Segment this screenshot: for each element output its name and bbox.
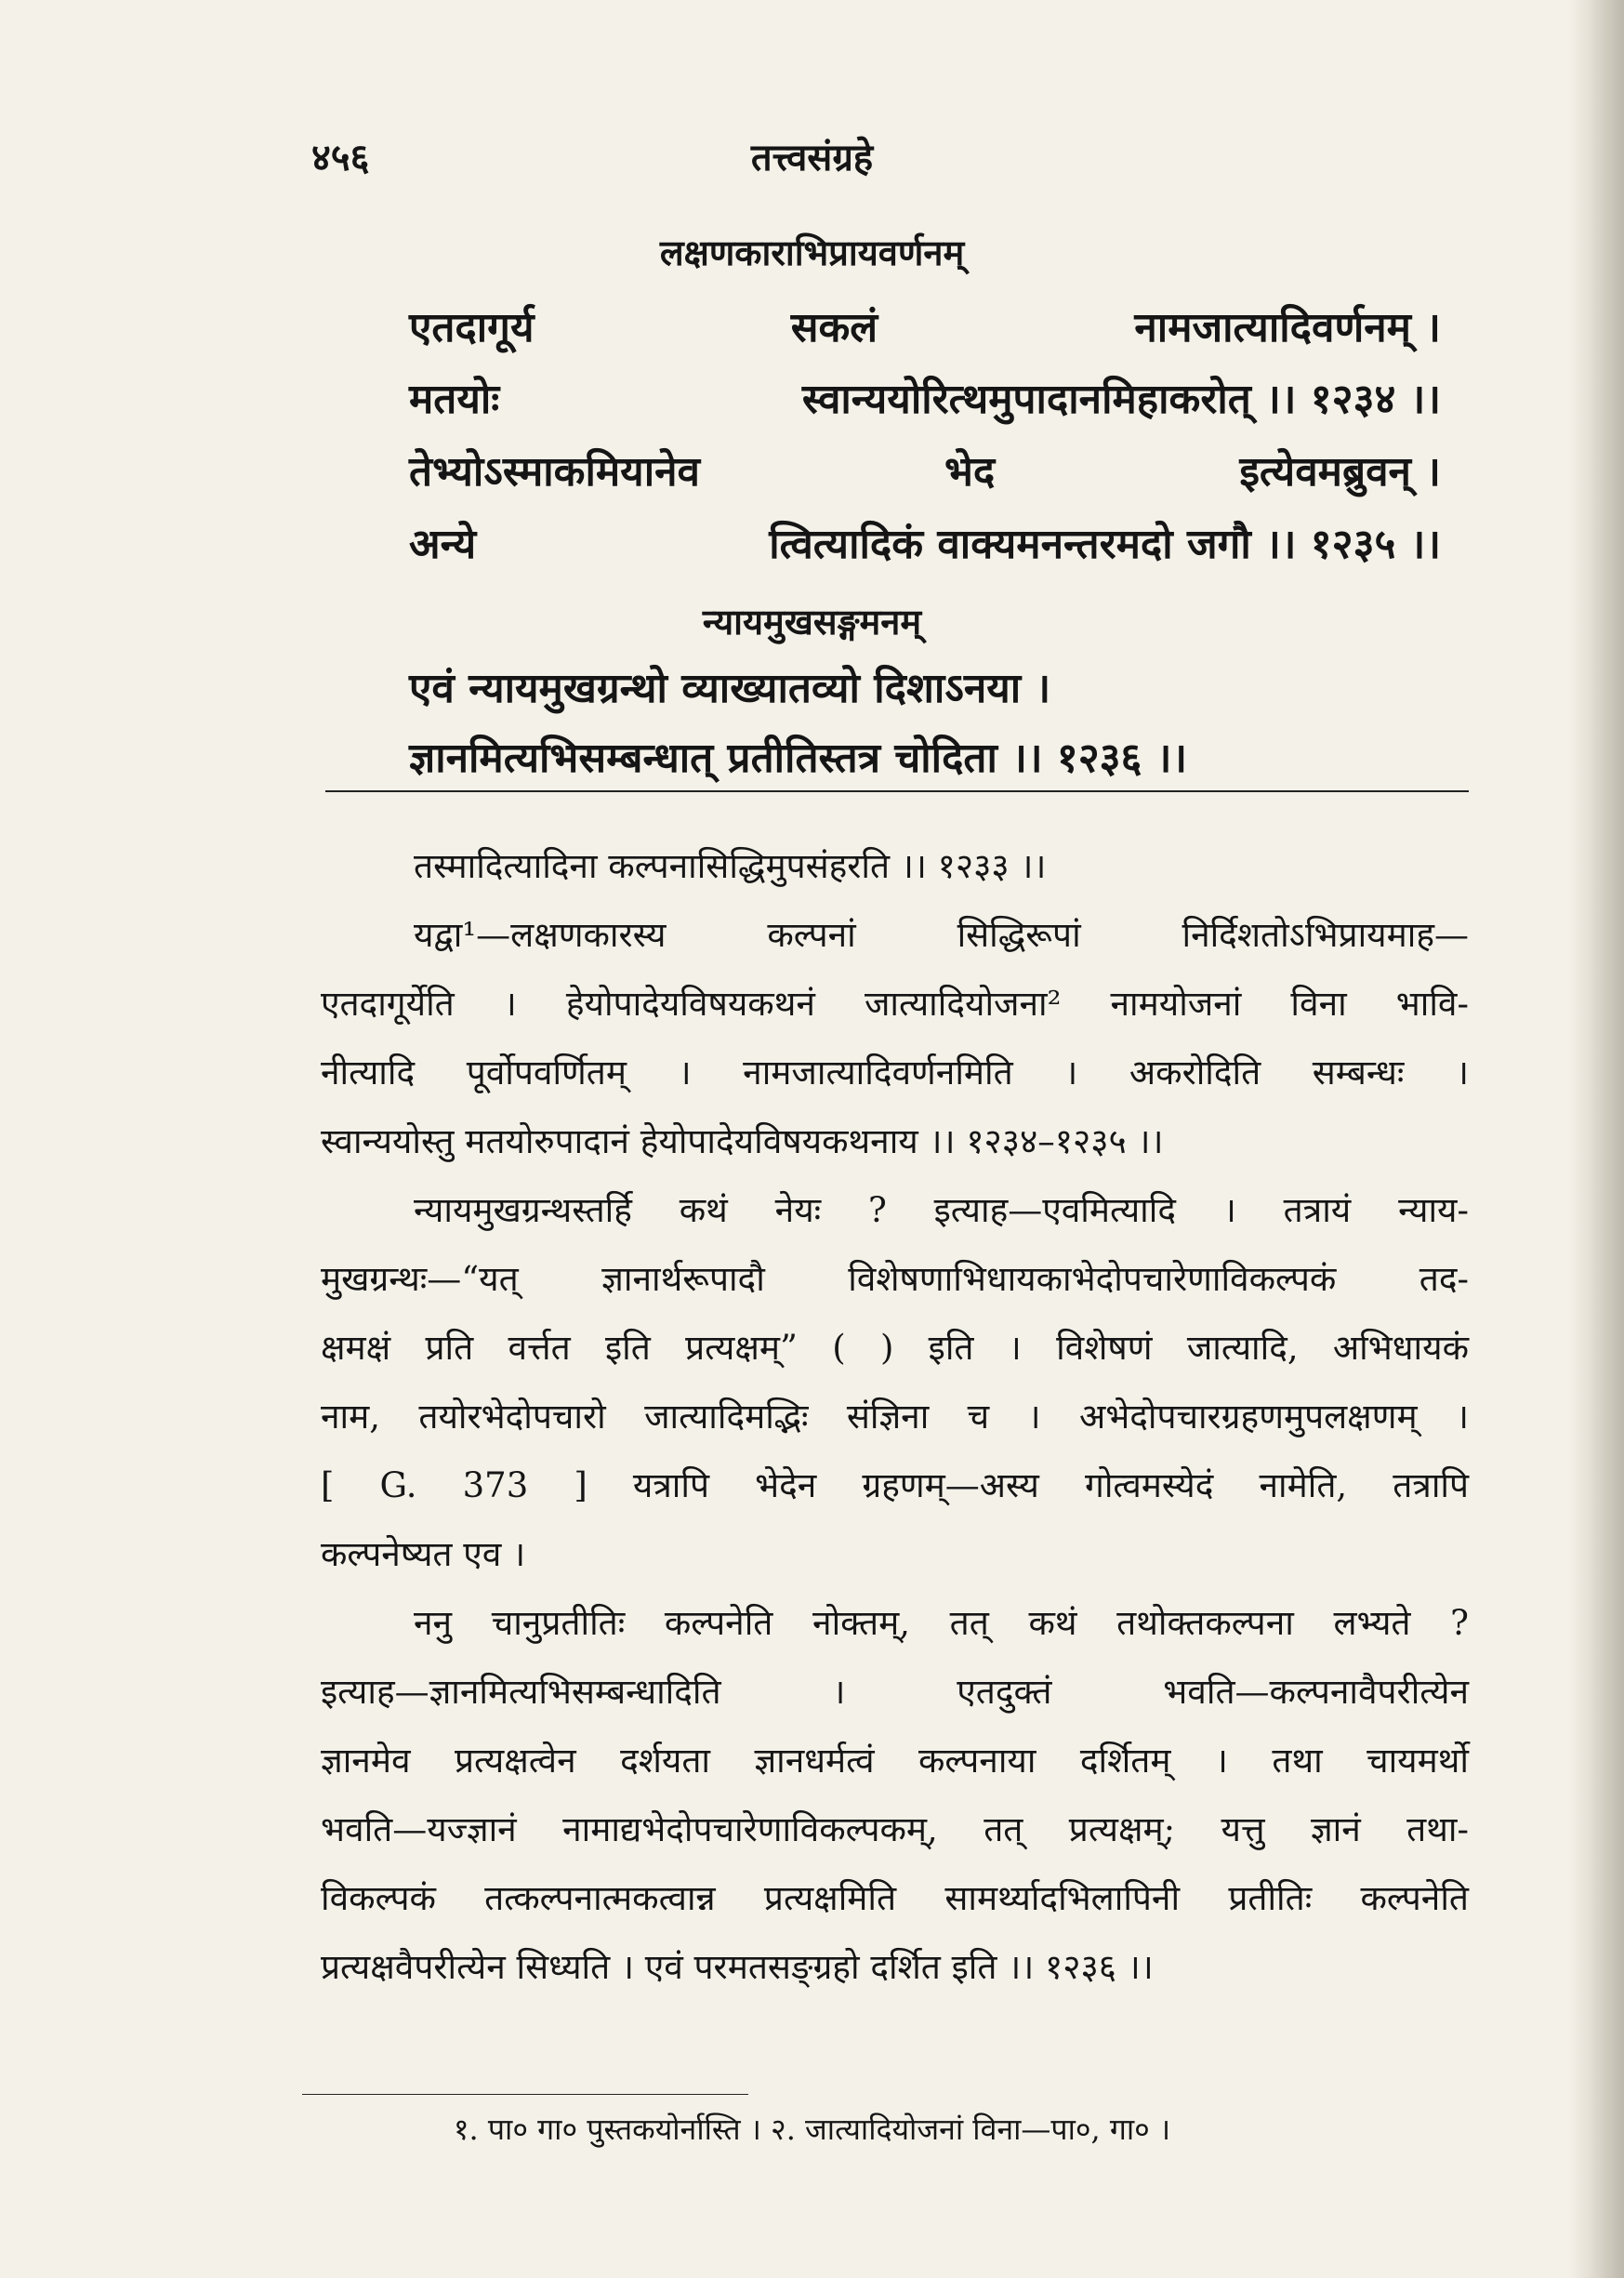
verse-word: तेभ्योऽस्माकमियानेव [409, 448, 700, 496]
page-number: ४५६ [311, 136, 370, 179]
commentary-line: भवति—यज्ज्ञानं नामाद्यभेदोपचारेणाविकल्पकम्, तत् प्रत्यक्षम्; यत्तु ज्ञानं तथा- [321, 1809, 1469, 1849]
commentary-line: मुखग्रन्थः—“यत् ज्ञानार्थरूपादौ विशेषणाभिधायकाभेदोपचारेणाविकल्पकं तद- [321, 1259, 1469, 1299]
verse-word: स्वान्ययोरित्थमुपादानमिहाकरोत् ।। १२३४ ।। [801, 376, 1441, 423]
verse-line [409, 442, 1441, 497]
verse-line [409, 298, 1441, 353]
footnote-divider [302, 2094, 748, 2095]
commentary-line: प्रत्यक्षवैपरीत्येन सिध्यति । एवं परमतसङ्ग्रहो दर्शित इति ।। १२३६ ।। [321, 1947, 1154, 1987]
page-header [0, 130, 1624, 186]
section-heading-lakshanakara: लक्षणकाराभिप्रायवर्णनम् [659, 232, 965, 273]
verse-word: त्वित्यादिकं वाक्यमनन्तरमदो जगौ ।। १२३५ ।। [769, 521, 1441, 568]
verse-word: मतयोः [409, 376, 500, 423]
verse-word: एतदागूर्य [409, 304, 535, 351]
verse-word: इत्येवमब्रुवन् । [1239, 448, 1441, 496]
commentary-line: ज्ञानमेव प्रत्यक्षत्वेन दर्शयता ज्ञानधर्मत्वं कल्पनाया दर्शितम् । तथा चायमर्थो [321, 1741, 1469, 1781]
verse-word: भेद [944, 448, 996, 496]
verse-line [409, 658, 1441, 714]
commentary-line: यद्वा¹—लक्षणकारस्य कल्पनां सिद्धिरूपां निर्दिशतोऽभिप्रायमाह— [414, 915, 1469, 955]
commentary-line: न्यायमुखग्रन्थस्तर्हि कथं नेयः ? इत्याह—एवमित्यादि । तत्रायं न्याय- [414, 1190, 1469, 1230]
verse-word: सकलं [790, 304, 878, 351]
commentary-line: विकल्पकं तत्कल्पनात्मकत्वान्न प्रत्यक्षमिति सामर्थ्यादभिलापिनी प्रतीतिः कल्पनेति [321, 1878, 1469, 1918]
commentary-line: इत्याह—ज्ञानमित्यभिसम्बन्धादिति । एतदुक्तं भवति—कल्पनावैपरीत्येन [321, 1672, 1469, 1712]
commentary-line: तस्मादित्यादिना कल्पनासिद्धिमुपसंहरति ।। १२३३ ।। [414, 846, 1047, 886]
commentary-line: एतदागूर्येति । हेयोपादेयविषयकथनं जात्यादियोजना² नामयोजनां विना भावि- [321, 984, 1469, 1024]
verse-commentary-divider [325, 790, 1469, 792]
commentary-line: कल्पनेष्यत एव । [321, 1534, 526, 1574]
commentary-line: नीत्यादि पूर्वोपवर्णितम् । नामजात्यादिवर्णनमिति । अकरोदिति सम्बन्धः । [321, 1053, 1469, 1093]
running-title: तत्त्वसंग्रहे [750, 136, 874, 179]
verse-word: ज्ञानमित्यभिसम्बन्धात् प्रतीतिस्तत्र चोदिता ।। १२३६ ।। [409, 735, 1188, 782]
verse-line [409, 728, 1441, 784]
commentary-line: क्षमक्षं प्रति वर्त्तत इति प्रत्यक्षम्” ( ) इति । विशेषणं जात्यादि, अभिधायकं [321, 1328, 1469, 1368]
commentary-line: नाम, तयोरभेदोपचारो जात्यादिमद्भिः संज्ञिना च । अभेदोपचारग्रहणमुपलक्षणम् । [321, 1397, 1469, 1437]
commentary-block [321, 832, 1469, 2002]
commentary-line: [ G. 373 ] यत्रापि भेदेन ग्रहणम्—अस्य गोत्वमस्येदं नामेति, तत्रापि [321, 1465, 1469, 1505]
commentary-line: ननु चानुप्रतीतिः कल्पनेति नोक्तम्, तत् कथं तथोक्तकल्पना लभ्यते ? [414, 1603, 1469, 1643]
verse-word: नामजात्यादिवर्णनम् । [1134, 304, 1441, 351]
section-heading-nyayamukha: न्यायमुखसङ्गमनम् [702, 601, 922, 642]
commentary-line: स्वान्ययोस्तु मतयोरुपादानं हेयोपादेयविषयकथनाय ।। १२३४–१२३५ ।। [321, 1121, 1164, 1161]
page-edge-shadow [1568, 0, 1624, 2278]
footnotes: १. पा० गा० पुस्तकयोर्नास्ति । २. जात्यादियोजनां विना—पा०, गा० । [453, 2112, 1171, 2147]
verse-line [409, 514, 1441, 570]
verse-word: एवं न्यायमुखग्रन्थो व्याख्यातव्यो दिशाऽनया । [409, 665, 1051, 712]
verse-word: अन्ये [409, 521, 477, 568]
verse-line [409, 369, 1441, 425]
